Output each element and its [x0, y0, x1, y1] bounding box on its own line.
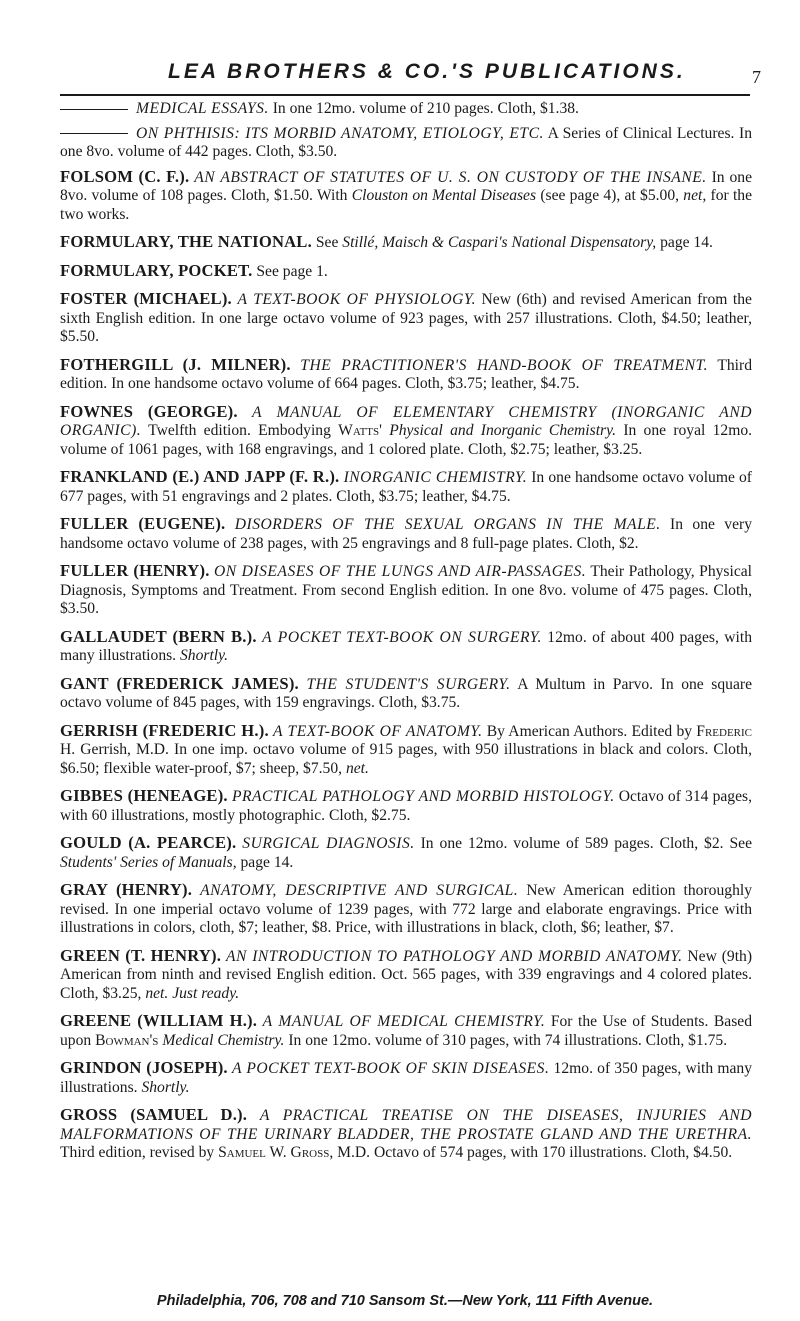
author-name: GREENE (WILLIAM H.). — [60, 1011, 258, 1030]
book-title: AN ABSTRACT OF STATUTES OF U. S. ON CUSTODY OF THE INSANE. — [194, 168, 707, 186]
book-title: A TEXT-BOOK OF PHYSIOLOGY. — [237, 291, 476, 308]
page-number: 7 — [752, 67, 761, 87]
author-name: GALLAUDET (BERN B.). — [60, 626, 257, 646]
book-title: A POCKET TEXT-BOOK OF SKIN DISEASES. — [231, 1060, 550, 1077]
book-title: A MANUAL OF MEDICAL CHEMISTRY. — [262, 1013, 546, 1030]
book-title: INORGANIC CHEMISTRY. — [343, 469, 528, 486]
author-name: FOSTER (MICHAEL). — [60, 289, 232, 308]
book-title: ANATOMY, DESCRIPTIVE AND SURGICAL. — [200, 882, 519, 899]
entry-italic: Just ready. — [172, 984, 240, 1002]
ditto-dash — [60, 133, 128, 134]
entry-text: In one 12mo. volume of 210 pages. Cloth, $1.38. — [268, 100, 579, 117]
catalog-entry — [60, 515, 752, 553]
catalog-entry — [60, 1106, 752, 1163]
entry-italic: Physical and Inorganic Chemistry. — [389, 422, 617, 439]
author-name: GROSS (SAMUEL D.). — [60, 1105, 248, 1124]
entry-text: H. Gerrish, M.D. In one imp. octavo volume of 915 pages, with 950 illustrations in black and colors. Cloth, $6.50; flexible water-proof, $7; sheep, $7.50, — [60, 741, 752, 777]
entry-italic: Clouston on Mental Diseases — [351, 187, 537, 204]
publisher-address-footer: Philadelphia, 706, 708 and 710 Sansom St.—New York, 111 Fifth Avenue. — [156, 1293, 654, 1309]
catalog-entry — [60, 233, 752, 253]
entry-text: In one 8vo. volume of 108 pages. Cloth, $1.50. With — [60, 168, 752, 204]
header-rule — [60, 94, 750, 96]
entry-text: for the two works. — [60, 187, 753, 223]
entry-text: A Series of Clinical Lectures. In one 8vo. volume of 442 pages. Cloth, $3.50. — [60, 124, 752, 160]
catalog-entry — [60, 403, 752, 460]
catalog-entry — [60, 787, 752, 825]
catalog-entry — [60, 290, 752, 347]
catalog-entry — [60, 100, 752, 119]
catalog-entry — [60, 628, 752, 666]
entry-text: Third edition, revised by — [60, 1144, 219, 1161]
author-name: GERRISH (FREDERIC H.). — [60, 720, 269, 740]
book-title: THE PRACTITIONER'S HAND-BOOK OF TREATMENT. — [300, 356, 709, 374]
entry-text: (see page 4), at $5.00, — [536, 187, 684, 204]
book-title: MEDICAL ESSAYS. — [136, 100, 269, 117]
catalog-entry — [60, 947, 752, 1004]
entry-text: In one 12mo. volume of 589 pages. Cloth, $2. See — [414, 835, 752, 852]
book-title: A TEXT-BOOK OF ANATOMY. — [273, 722, 483, 740]
book-title: A MANUAL OF ELEMENTARY CHEMISTRY (INORGANIC AND ORGANIC). — [60, 403, 752, 439]
author-name: GOULD (A. PEARCE). — [60, 833, 237, 852]
entry-text: page 14. — [236, 853, 294, 871]
catalog-entry — [60, 356, 752, 394]
entry-italic: Medical Chemistry. — [162, 1031, 285, 1049]
entry-italic: net. — [145, 984, 169, 1002]
catalog-entry — [60, 125, 752, 162]
entry-text: M.D. Octavo of 574 pages, with 170 illustrations. Cloth, $4.50. — [333, 1144, 733, 1161]
catalog-entry — [60, 562, 752, 619]
author-name: FORMULARY, POCKET. — [60, 260, 253, 280]
author-name: GRINDON (JOSEPH). — [60, 1058, 228, 1077]
running-header: LEA BROTHERS & CO.'S PUBLICATIONS. — [168, 60, 686, 83]
entry-text: 12mo. of 350 pages, with many illustrations. — [60, 1060, 752, 1096]
book-title: PRACTICAL PATHOLOGY AND MORBID HISTOLOGY. — [231, 788, 615, 805]
catalog-entries — [60, 100, 752, 1172]
entry-text: In one handsome octavo volume of 677 pages, with 51 engravings and 2 plates. Cloth, $3.75; leather, $4.75. — [60, 469, 753, 505]
entry-italic: net, — [683, 187, 707, 204]
entry-text: For the Use of Students. Based upon — [60, 1013, 753, 1049]
entry-text: See — [315, 234, 343, 251]
entry-italic: Stillé, Maisch & Caspari's National Dispensatory, — [342, 234, 657, 251]
entry-text: Twelfth edition. Embodying — [141, 422, 339, 439]
book-title: ON PHTHISIS: ITS MORBID ANATOMY, ETIOLOGY, ETC. — [136, 124, 544, 142]
catalog-entry — [60, 1059, 752, 1097]
book-title: A PRACTICAL TREATISE ON THE DISEASES, INJURIES AND MALFORMATIONS OF THE URINARY BLADDER, THE PROSTATE GLAND AND THE URETHRA. — [60, 1107, 752, 1143]
ditto-dash — [60, 109, 128, 110]
entry-text: In one very handsome octavo volume of 238 pages, with 25 engravings and 8 full-page plates. Cloth, $2. — [60, 516, 752, 552]
author-name: GREEN (T. HENRY). — [60, 945, 222, 965]
catalog-entry — [60, 1012, 752, 1050]
entry-text: New (6th) and revised American from the sixth English edition. In one large octavo volume of 923 pages, with 257 illustrations. Cloth, $4.50; leather, $5.50. — [60, 291, 752, 345]
entry-text: In one 12mo. volume of 310 pages, with 74 illustrations. Cloth, $1.75. — [284, 1031, 728, 1049]
entry-smallcaps: Bowman's — [95, 1031, 159, 1049]
book-title: SURGICAL DIAGNOSIS. — [242, 835, 415, 852]
author-name: FORMULARY, THE NATIONAL. — [60, 232, 312, 251]
catalog-entry — [60, 468, 752, 506]
catalog-entry — [60, 675, 752, 713]
author-name: FULLER (EUGENE). — [60, 514, 226, 533]
book-title: AN INTRODUCTION TO PATHOLOGY AND MORBID ANATOMY. — [225, 947, 683, 965]
author-name: GRAY (HENRY). — [60, 880, 193, 899]
entry-smallcaps: Samuel W. Gross, — [218, 1144, 334, 1161]
author-name: FRANKLAND (E.) AND JAPP (F. R.). — [60, 467, 340, 486]
author-name: GIBBES (HENEAGE). — [60, 786, 228, 805]
book-title: A POCKET TEXT-BOOK ON SURGERY. — [262, 628, 542, 646]
catalog-entry — [60, 168, 752, 225]
entry-text: In one royal 12mo. volume of 1061 pages, with 168 engravings, and 1 colored plate. Cloth, $2.75; leather, $3.25. — [60, 422, 753, 458]
entry-text: 12mo. of about 400 pages, with many illustrations. — [60, 628, 752, 664]
catalog-entry — [60, 881, 752, 938]
entry-text: See page 1. — [256, 262, 328, 280]
author-name: FOLSOM (C. F.). — [60, 166, 190, 186]
author-name: GANT (FREDERICK JAMES). — [60, 673, 299, 693]
entry-italic: net. — [345, 759, 369, 777]
entry-text: New (9th) American from ninth and revised English edition. Oct. 565 pages, with 339 engravings and 4 colored plates. Cloth, $3.25, — [60, 947, 753, 1002]
author-name: FOTHERGILL (J. MILNER). — [60, 354, 291, 374]
book-title: THE STUDENT'S SURGERY. — [306, 675, 511, 693]
entry-italic: Shortly. — [179, 647, 229, 664]
entry-smallcaps: Watts' — [338, 422, 382, 439]
catalog-entry — [60, 834, 752, 872]
entry-text: A Multum in Parvo. In one square octavo volume of 845 pages, with 159 engravings. Cloth, $3.75. — [60, 675, 752, 711]
book-title: ON DISEASES OF THE LUNGS AND AIR-PASSAGES. — [214, 563, 587, 580]
entry-italic: Students' Series of Manuals, — [60, 853, 237, 871]
entry-text: New American edition thoroughly revised. In one imperial octavo volume of 1239 pages, with 772 large and elaborate engravings. Price with illustrations in colors, cloth, $7; leather, $8. Price, with illustrations in black, cloth, $6; leather, $7. — [60, 882, 752, 936]
book-title: DISORDERS OF THE SEXUAL ORGANS IN THE MALE. — [234, 516, 661, 533]
entry-text: Third edition. In one handsome octavo volume of 664 pages. Cloth, $3.75; leather, $4.75. — [60, 356, 752, 392]
author-name: FULLER (HENRY). — [60, 561, 210, 580]
entry-text: By American Authors. Edited by — [482, 722, 697, 740]
entry-text: page 14. — [656, 234, 713, 251]
catalog-entry — [60, 262, 752, 282]
entry-smallcaps: Frederic — [696, 722, 752, 740]
entry-text: Octavo of 314 pages, with 60 illustrations, mostly photographic. Cloth, $2.75. — [60, 788, 752, 824]
author-name: FOWNES (GEORGE). — [60, 401, 238, 421]
entry-italic: Shortly. — [141, 1078, 190, 1096]
entry-text: Their Pathology, Physical Diagnosis, Symptoms and Treatment. From second English edition. In one 8vo. volume of 475 pages. Cloth, $3.50. — [60, 563, 753, 617]
catalog-entry — [60, 722, 752, 779]
